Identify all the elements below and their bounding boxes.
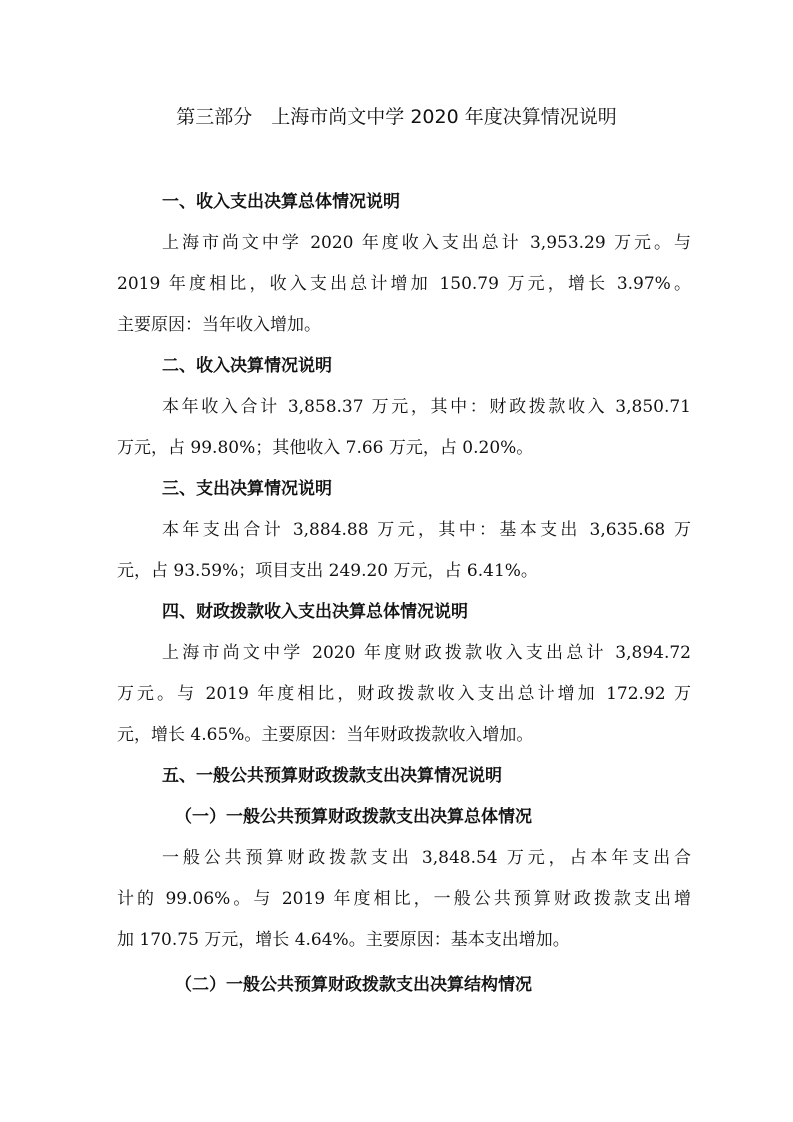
paragraph-line: 万元，占 99.80%；其他收入 7.66 万元，占 0.20%。 <box>117 438 534 458</box>
paragraph-line: 一般公共预算财政拨款支出 3,848.54 万元，占本年支出合 <box>162 848 691 868</box>
paragraph-line: 万元。与 2019 年度相比，财政拨款收入支出总计增加 172.92 万 <box>117 684 691 704</box>
paragraph-line: 上海市尚文中学 2020 年度财政拨款收入支出总计 3,894.72 <box>162 643 691 663</box>
section-heading: 三、支出决算情况说明 <box>162 479 332 499</box>
paragraph-line: 计的 99.06%。与 2019 年度相比，一般公共预算财政拨款支出增 <box>117 889 691 909</box>
subsection-heading: （一）一般公共预算财政拨款支出决算总体情况 <box>175 807 532 827</box>
paragraph-line: 元，占 93.59%；项目支出 249.20 万元，占 6.41%。 <box>117 561 538 581</box>
section-heading: 五、一般公共预算财政拨款支出决算情况说明 <box>162 766 502 786</box>
section-heading: 一、收入支出决算总体情况说明 <box>162 192 400 212</box>
paragraph-line: 加 170.75 万元，增长 4.64%。主要原因：基本支出增加。 <box>117 930 570 950</box>
paragraph-line: 本年支出合计 3,884.88 万元，其中：基本支出 3,635.68 万 <box>162 520 691 540</box>
page-title: 第三部分 上海市尚文中学 2020 年度决算情况说明 <box>176 106 617 128</box>
paragraph-line: 上海市尚文中学 2020 年度收入支出总计 3,953.29 万元。与 <box>162 233 691 253</box>
paragraph-line: 本年收入合计 3,858.37 万元，其中：财政拨款收入 3,850.71 <box>162 397 691 417</box>
section-heading: 二、收入决算情况说明 <box>162 356 332 376</box>
subsection-heading: （二）一般公共预算财政拨款支出决算结构情况 <box>175 975 532 995</box>
paragraph-line: 主要原因：当年收入增加。 <box>117 315 321 335</box>
section-heading: 四、财政拨款收入支出决算总体情况说明 <box>162 602 468 622</box>
paragraph-line: 元，增长 4.65%。主要原因：当年财政拨款收入增加。 <box>117 725 534 745</box>
paragraph-line: 2019 年度相比，收入支出总计增加 150.79 万元，增长 3.97%。 <box>117 274 691 294</box>
